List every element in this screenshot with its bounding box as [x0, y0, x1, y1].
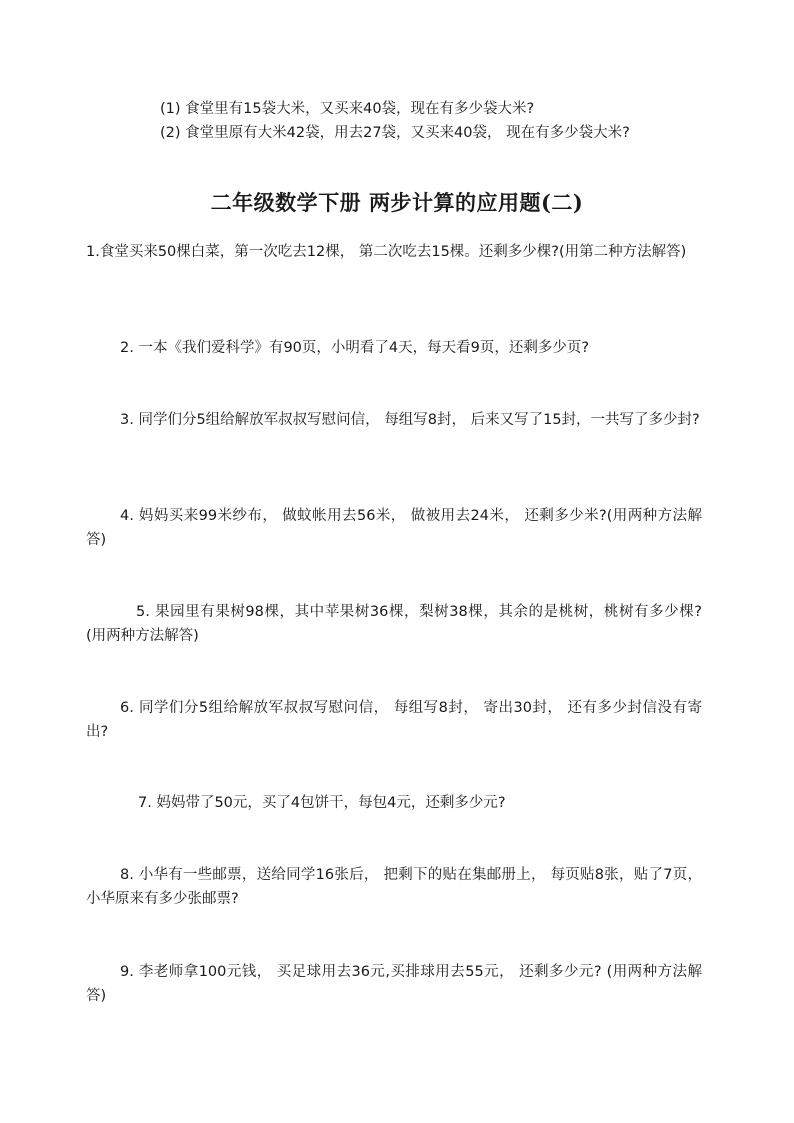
problem-4: 4. 妈妈买来99米纱布， 做蚊帐用去56米， 做被用去24米， 还剩多少米?(用两种方法解答): [86, 508, 702, 548]
intro-question-1: (1) 食堂里有15袋大米，又买来40袋，现在有多少袋大米?: [160, 101, 535, 117]
problem-7: 7. 妈妈带了50元，买了4包饼干，每包4元，还剩多少元?: [138, 795, 506, 811]
problem-2: 2. 一本《我们爱科学》有90页，小明看了4天，每天看9页，还剩多少页?: [120, 340, 590, 356]
problem-5: 5. 果园里有果树98棵，其中苹果树36棵，梨树38棵，其余的是桃树，桃树有多少棵? (用两种方法解答): [86, 604, 702, 644]
problem-1: 1.食堂买来50棵白菜，第一次吃去12棵， 第二次吃去15棵。还剩多少棵?(用第二种方法解答): [86, 244, 687, 260]
problem-6: 6. 同学们分5组给解放军叔叔写慰问信， 每组写8封， 寄出30封， 还有多少封信没有寄出?: [86, 700, 702, 740]
problem-8: 8. 小华有一些邮票，送给同学16张后， 把剩下的贴在集邮册上， 每页贴8张，贴了7页，小华原来有多少张邮票?: [86, 867, 702, 907]
intro-question-2: (2) 食堂里原有大米42袋，用去27袋，又买来40袋， 现在有多少袋大米?: [160, 125, 630, 141]
problem-9: 9. 李老师拿100元钱， 买足球用去36元,买排球用去55元， 还剩多少元? (用两种方法解答): [86, 964, 702, 1004]
page-title: 二年级数学下册 两步计算的应用题(二): [210, 190, 584, 215]
problem-3: 3. 同学们分5组给解放军叔叔写慰问信， 每组写8封， 后来又写了15封，一共写了多少封?: [120, 412, 700, 428]
